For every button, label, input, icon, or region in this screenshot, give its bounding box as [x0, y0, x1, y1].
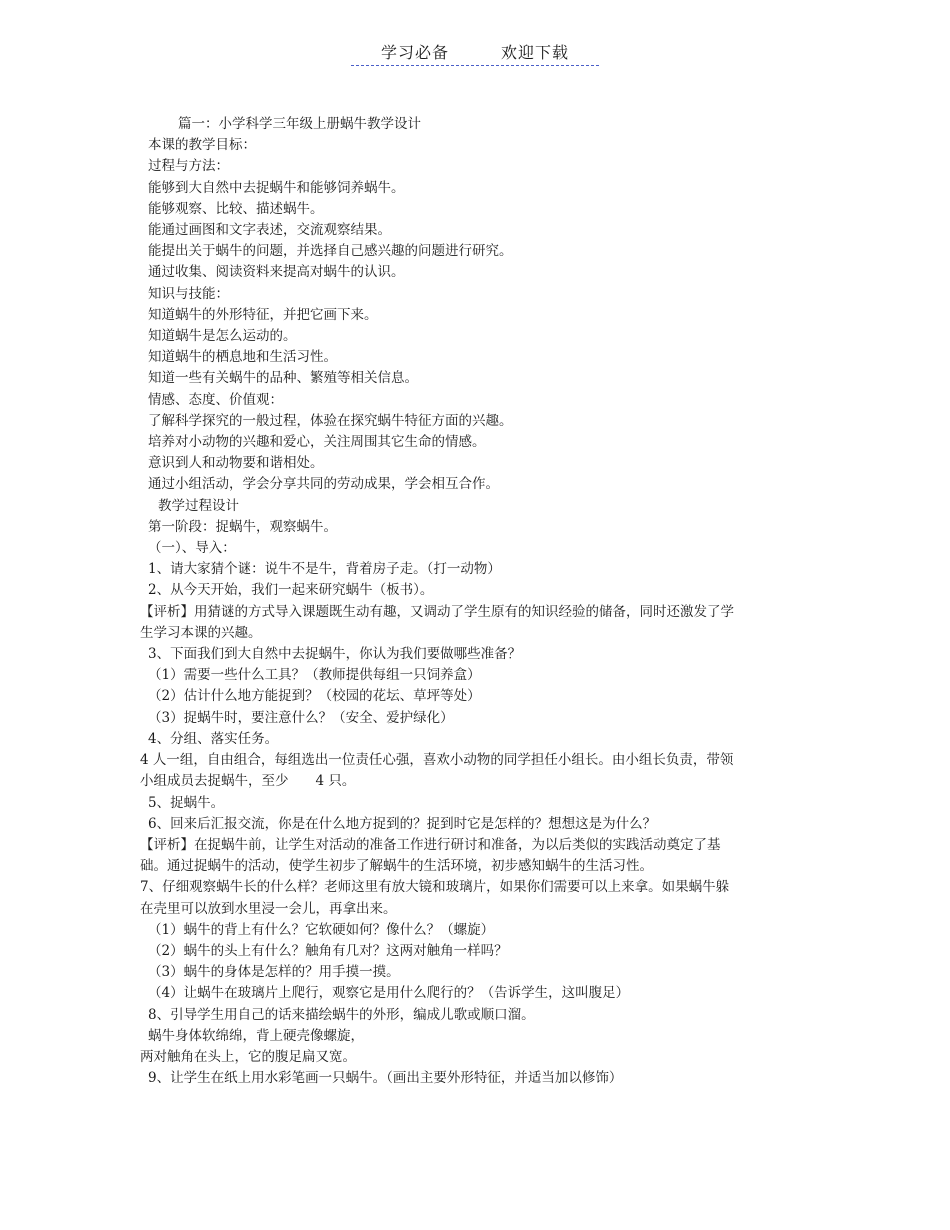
- text-line: 能够到大自然中去捉蜗牛和能够饲养蜗牛。: [148, 179, 405, 196]
- text-line: （1）需要一些什么工具？（教师提供每组一只饲养盒）: [148, 667, 481, 684]
- text-line: （1）蜗牛的背上有什么？它软硬如何？像什么？（螺旋）: [148, 921, 495, 938]
- text-line: 第一阶段：捉蜗牛，观察蜗牛。: [148, 518, 337, 535]
- text-line: 了解科学探究的一般过程，体验在探究蜗牛特征方面的兴趣。: [148, 412, 513, 429]
- text-line: 篇一：小学科学三年级上册蜗牛教学设计: [178, 116, 421, 132]
- text-line: 通过小组活动，学会分享共同的劳动成果，学会相互合作。: [148, 476, 499, 493]
- text-line: 1、请大家猜个谜：说牛不是牛，背着房子走。（打一动物）: [148, 561, 501, 578]
- text-line: 蜗牛身体软绵绵，背上硬壳像螺旋，: [148, 1027, 364, 1044]
- header-left-text: 学习必备: [380, 43, 449, 62]
- text-line: 【评析】在捉蜗牛前，让学生对活动的准备工作进行研讨和准备，为以后类似的实践活动奠定了基础。通过捉蜗牛的活动，使学生初步了解蜗牛的生活环境，初步感知蜗牛的生活习性。: [140, 836, 721, 875]
- text-line: （一）、导入：: [148, 540, 236, 557]
- page-header: [0, 40, 950, 66]
- header-banner: [351, 40, 599, 66]
- text-line: 6、回来后汇报交流，你是在什么地方捉到的？捉到时它是怎样的？想想这是为什么？: [148, 815, 657, 832]
- text-line: 培养对小动物的兴趣和爱心，关注周围其它生命的情感。: [148, 434, 486, 451]
- text-line: 能够观察、比较、描述蜗牛。: [148, 200, 324, 217]
- text-line: 能通过画图和文字表述，交流观察结果。: [148, 222, 391, 239]
- text-line: 5、捉蜗牛。: [148, 794, 225, 811]
- text-line: （4）让蜗牛在玻璃片上爬行，观察它是用什么爬行的？（告诉学生，这叫腹足）: [148, 985, 630, 1002]
- text-line: 4、分组、落实任务。: [148, 730, 279, 747]
- text-line: 7、仔细观察蜗牛长的什么样？老师这里有放大镜和玻璃片，如果你们需要可以上来拿。如果蜗牛躲在壳里可以放到水里浸一会儿，再拿出来。: [140, 879, 730, 917]
- text-line: 9、让学生在纸上用水彩笔画一只蜗牛。（画出主要外形特征，并适当加以修饰）: [148, 1070, 623, 1087]
- text-line: 过程与方法：: [148, 158, 229, 175]
- text-line: 知道蜗牛的栖息地和生活习性。: [148, 349, 337, 366]
- text-line: 知道蜗牛是怎么运动的。: [148, 328, 297, 345]
- text-line: 8、引导学生用自己的话来描绘蜗牛的外形，编成儿歌或顺口溜。: [148, 1006, 535, 1023]
- text-line: （2）蜗牛的头上有什么？触角有几对？这两对触角一样吗？: [148, 942, 508, 959]
- text-line: 教学过程设计: [158, 497, 239, 514]
- text-line: 意识到人和动物要和谐相处。: [148, 455, 324, 472]
- document-body: [140, 114, 740, 1089]
- text-line: 2、从今天开始，我们一起来研究蜗牛（板书）。: [148, 582, 434, 599]
- text-line: 知道一些有关蜗牛的品种、繁殖等相关信息。: [148, 370, 418, 387]
- text-line: （3）蜗牛的身体是怎样的？用手摸一摸。: [148, 964, 400, 981]
- text-line: 知识与技能：: [148, 285, 229, 302]
- text-line: 情感、态度、价值观：: [148, 391, 283, 408]
- text-line: 【评析】用猜谜的方式导入课题既生动有趣，又调动了学生原有的知识经验的储备，同时还激发了学生学习本课的兴趣。: [140, 603, 734, 641]
- text-line: 知道蜗牛的外形特征，并把它画下来。: [148, 306, 378, 323]
- text-line: （3）捉蜗牛时，要注意什么？（安全、爱护绿化）: [148, 709, 454, 726]
- text-line: 通过收集、阅读资料来提高对蜗牛的认识。: [148, 264, 405, 281]
- text-line: 3、下面我们到大自然中去捉蜗牛，你认为我们要做哪些准备？: [148, 646, 522, 663]
- text-line: 能提出关于蜗牛的问题，并选择自己感兴趣的问题进行研究。: [148, 243, 513, 260]
- text-line: （2）估计什么地方能捉到？（校园的花坛、草坪等处）: [148, 688, 481, 705]
- text-line: 本课的教学目标：: [148, 137, 256, 154]
- text-line: 两对触角在头上，它的腹足扁又宽。: [140, 1048, 356, 1065]
- text-line: 4 人一组，自由组合，每组选出一位责任心强，喜欢小动物的同学担任小组长。由小组长负责，带领小组成员去捉蜗牛，至少 4 只。: [140, 752, 734, 790]
- header-right-text: 欢迎下载: [501, 43, 570, 62]
